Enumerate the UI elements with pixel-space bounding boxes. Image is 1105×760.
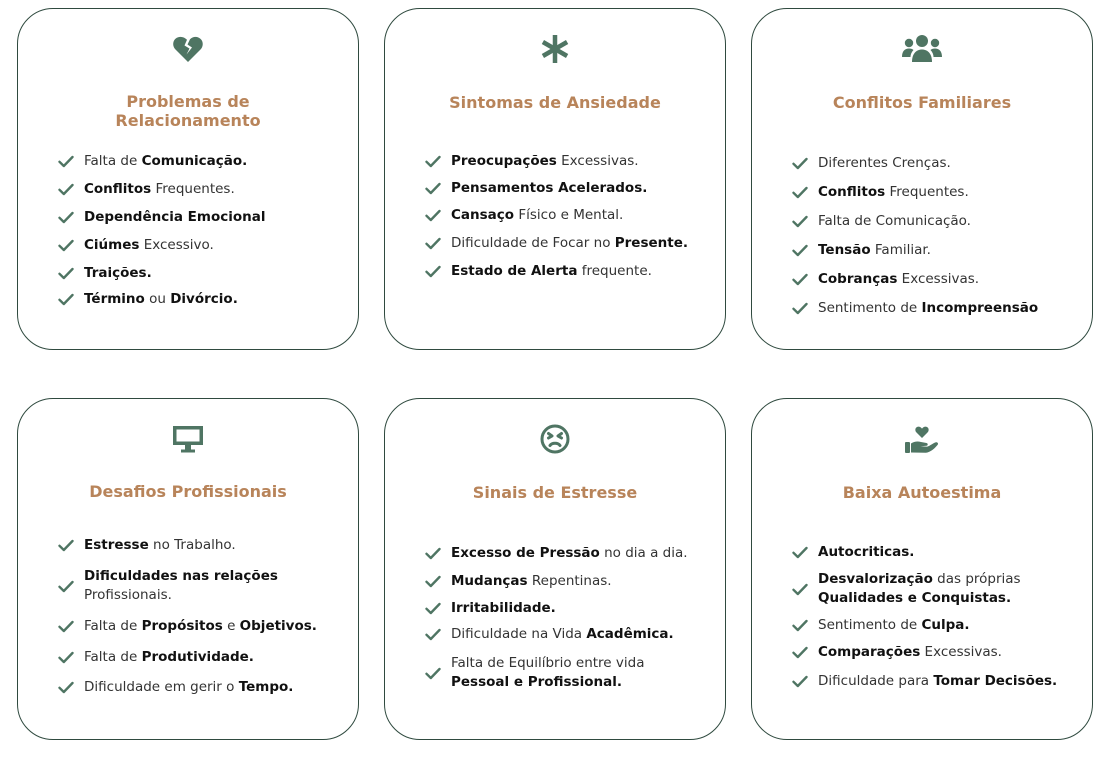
check-icon xyxy=(425,208,441,222)
card-professional-challenges xyxy=(17,398,359,740)
card-title: Desafios Profissionais xyxy=(89,482,287,501)
list-item: Autocriticas. xyxy=(792,539,1074,566)
list-item: Preocupações Excessivas. xyxy=(425,148,707,175)
list-item: Dificuldade em gerir o Tempo. xyxy=(58,672,340,703)
asterisk-icon xyxy=(385,33,725,65)
check-icon xyxy=(792,302,808,316)
check-icon xyxy=(58,579,74,593)
check-icon xyxy=(425,628,441,642)
card-stress-signs xyxy=(384,398,726,740)
list-item: Conflitos Frequentes. xyxy=(58,174,340,204)
list-item: Estresse no Trabalho. xyxy=(58,529,340,561)
check-icon xyxy=(792,618,808,632)
check-icon xyxy=(792,546,808,560)
list-item: Cansaço Físico e Mental. xyxy=(425,201,707,229)
list-item: Conflitos Frequentes. xyxy=(792,178,1074,207)
card-title: Baixa Autoestima xyxy=(842,483,1002,502)
check-icon xyxy=(792,273,808,287)
symptom-list xyxy=(792,149,1074,323)
card-family-conflicts xyxy=(751,8,1093,350)
check-icon xyxy=(792,157,808,171)
list-item: Diferentes Crenças. xyxy=(792,149,1074,178)
list-item: Sentimento de Culpa. xyxy=(792,612,1074,638)
card-low-self-esteem xyxy=(751,398,1093,740)
list-item: Irritabilidade. xyxy=(425,595,707,622)
check-icon xyxy=(58,292,74,306)
check-icon xyxy=(58,182,74,196)
check-icon xyxy=(792,186,808,200)
check-icon xyxy=(425,666,441,680)
check-icon xyxy=(792,582,808,596)
list-item: Comparações Excessivas. xyxy=(792,638,1074,666)
check-icon xyxy=(58,681,74,695)
check-icon xyxy=(792,215,808,229)
symptom-list xyxy=(58,529,340,703)
list-item: Dificuldade de Focar no Presente. xyxy=(425,229,707,257)
card-title: Sintomas de Ansiedade xyxy=(449,93,661,112)
check-icon xyxy=(58,620,74,634)
card-anxiety-symptoms xyxy=(384,8,726,350)
check-icon xyxy=(58,154,74,168)
list-item: Ciúmes Excessivo. xyxy=(58,230,340,260)
list-item: Dificuldade para Tomar Decisões. xyxy=(792,666,1074,697)
stressed-face-icon xyxy=(385,423,725,455)
check-icon xyxy=(425,602,441,616)
check-icon xyxy=(425,264,441,278)
card-title: Problemas de Relacionamento xyxy=(115,92,261,130)
check-icon xyxy=(58,538,74,552)
check-icon xyxy=(425,181,441,195)
check-icon xyxy=(425,546,441,560)
list-item: Cobranças Excessivas. xyxy=(792,265,1074,294)
symptom-list xyxy=(425,148,707,285)
card-title: Sinais de Estresse xyxy=(472,483,638,502)
list-item: Término ou Divórcio. xyxy=(58,286,340,312)
check-icon xyxy=(792,675,808,689)
broken-heart-icon xyxy=(18,33,358,65)
list-item: Dependência Emocional xyxy=(58,204,340,230)
users-icon xyxy=(752,33,1092,65)
symptom-list xyxy=(792,539,1074,697)
list-item: Traições. xyxy=(58,260,340,286)
list-item: Dificuldade na Vida Acadêmica. xyxy=(425,622,707,647)
symptom-list xyxy=(58,148,340,312)
list-item: Excesso de Pressão no dia a dia. xyxy=(425,539,707,567)
list-item: Falta de Produtividade. xyxy=(58,642,340,672)
check-icon xyxy=(425,574,441,588)
check-icon xyxy=(58,210,74,224)
list-item: Falta de Comunicação. xyxy=(792,207,1074,236)
card-title: Conflitos Familiares xyxy=(832,93,1012,112)
list-item: Sentimento de Incompreensão xyxy=(792,294,1074,323)
hand-heart-icon xyxy=(752,423,1092,455)
check-icon xyxy=(58,650,74,664)
check-icon xyxy=(58,266,74,280)
list-item: Falta de Comunicação. xyxy=(58,148,340,174)
monitor-icon xyxy=(18,423,358,455)
check-icon xyxy=(792,244,808,258)
list-item: Desvalorização das próprias Qualidades e Conquistas. xyxy=(792,566,1074,612)
list-item: Dificuldades nas relações Profissionais. xyxy=(58,561,340,611)
list-item: Mudanças Repentinas. xyxy=(425,567,707,595)
list-item: Tensão Familiar. xyxy=(792,236,1074,265)
check-icon xyxy=(792,645,808,659)
list-item: Pensamentos Acelerados. xyxy=(425,175,707,201)
card-relationship-problems xyxy=(17,8,359,350)
list-item: Estado de Alerta frequente. xyxy=(425,257,707,285)
check-icon xyxy=(58,238,74,252)
check-icon xyxy=(425,236,441,250)
list-item: Falta de Equilíbrio entre vida Pessoal e Profissional. xyxy=(425,647,707,699)
symptom-list xyxy=(425,539,707,699)
list-item: Falta de Propósitos e Objetivos. xyxy=(58,611,340,642)
check-icon xyxy=(425,155,441,169)
